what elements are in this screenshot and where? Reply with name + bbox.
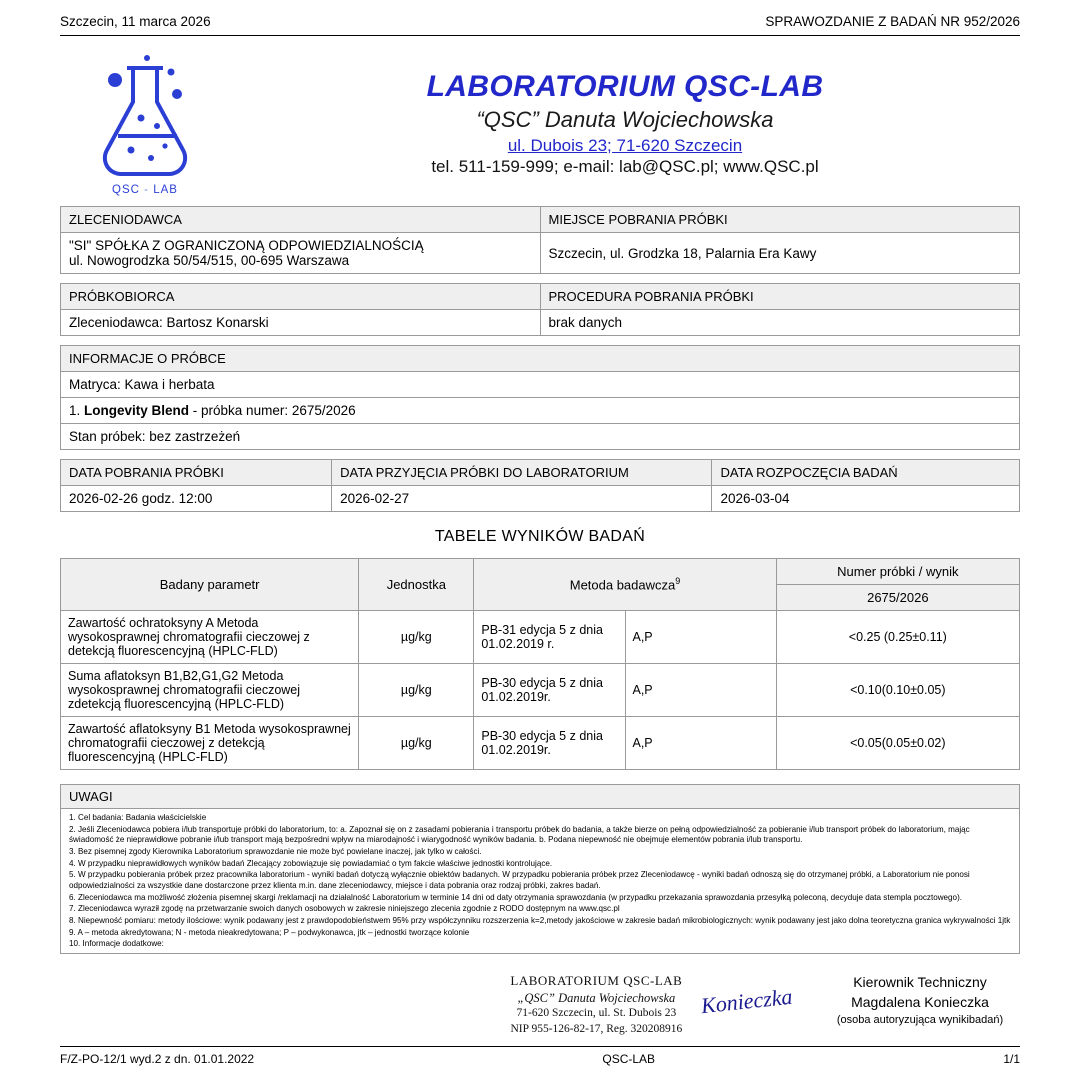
approver-role: Kierownik Techniczny [853,974,987,991]
row-parameter: Suma aflatoksyn B1,B2,G1,G2 Metoda wysokosprawnej chromatografii cieczowej zdetekcją fluorescencyjną (HPLC-FLD) [61,664,359,717]
sample-item [61,398,1020,424]
page-footer [60,1046,1020,1066]
approver-note: (osoba autoryzująca wynikibadań) [836,1013,1004,1026]
page-header [60,14,1020,36]
handwritten-signature: Konieczka [700,983,794,1019]
client-value [61,233,541,274]
client-header: ZLECENIODAWCA [61,207,541,233]
note-line: 9. A – metoda akredytowana; N - metoda nieakredytowana; P – podwykonawca, jtk – jednostki tworzące kolonie [69,927,470,937]
header-date: Szczecin, 11 marca 2026 [60,14,211,29]
dates-table [60,459,1020,512]
sampler-table [60,283,1020,336]
sample-item-number: - próbka numer: 2675/2026 [189,403,356,418]
sample-place-value: Szczecin, ul. Grodzka 18, Palarnia Era Kawy [540,233,1020,274]
letterhead [60,36,1020,206]
row-parameter: Zawartość ochratoksyny A Metoda wysokosprawnej chromatografii cieczowej z detekcją fluorescencyjną (HPLC-FLD) [61,611,359,664]
sampler-value: Zleceniodawca: Bartosz Konarski [61,310,541,336]
col-parameter: Badany parametr [61,559,359,611]
note-line: 3. Bez pisemnej zgody Kierownika Laboratorium sprawozdanie nie może być powielane inaczej, jak tylko w całości. [69,847,482,857]
sample-info-table [60,345,1020,450]
date-reception-value: 2026-02-27 [332,486,712,512]
footer-page-number: 1/1 [1003,1052,1020,1066]
lab-address: ul. Dubois 23; 71-620 Szczecin [507,135,743,155]
logo-caption-main: QSC [112,184,140,196]
sampler-header: PRÓBKOBIORCA [61,284,541,310]
row-flag: A,P [625,717,776,770]
spacer [60,274,1020,283]
qsc-lab-logo [60,50,230,196]
note-line: 2. Jeśli Zleceniodawca pobiera i/lub transportuje próbki do laboratorium, to: a. Zapoznał się on z zasadami pobierania i transportu próbek do badania, a także bierze on pełną odpowiedzialność za pobieranie i/lub transport próbek do laboratorium, mając świadomość że nieprawidłowe pobranie i/lub transport mają bezpośredni wpływ na miarodajność i wiarygodność wyników badania. b. Podana niepewność nie obejmuje elementów pobrania i/lub transportu. [69,824,970,845]
row-unit: µg/kg [359,664,474,717]
sample-info-header: INFORMACJE O PRÓBCE [61,346,1020,372]
note-line: 6. Zleceniodawca ma możliwość złożenia pisemnej skargi /reklamacji na działalność Laboratorium w terminie 14 dni od daty otrzymania sprawozdania (w przypadku przekazania sprawozdania przesyłką poleconą, decyduje data stempla pocztowego). [69,892,963,902]
footer-form-code: F/Z-PO-12/1 wyd.2 z dn. 01.01.2022 [60,1052,255,1066]
stamp-line-3: 71-620 Szczecin, ul. St. Dubois 23 [516,1007,677,1020]
row-flag: A,P [625,611,776,664]
note-line: 7. Zleceniodawca wyraził zgodę na przetwarzanie swoich danych osobowych w zakresie niniejszego zlecenia zgodnie z RODO dostępnym na www.qsc.pl [69,904,620,914]
col-sample-group: Numer próbki / wynik [776,559,1019,585]
signature-area [60,972,1020,1037]
flask-icon [85,50,205,180]
notes-header: UWAGI [61,785,1019,809]
col-method [474,559,776,611]
note-line: 8. Niepewność pomiaru: metody ilościowe: wynik podawany jest z prawdopodobieństwem 95% przy współczynniku rozszerzenia k=2,metody jakościowe w zakresie badań mikrobiologicznych: wynik podawany jest jako dolna teoretyczna granica wykrywalności 1jtk [69,916,1011,926]
approver-block [820,972,1020,1029]
results-table [60,558,1020,770]
row-value: <0.25 (0.25±0.11) [776,611,1019,664]
note-line: 4. W przypadku nieprawidłowych wyników badań Zlecający zobowiązuje się powiadamiać o tym fakcie właściwe jednostki kontrolujące. [69,858,553,868]
date-sampling-value: 2026-02-26 godz. 12:00 [61,486,332,512]
logo-caption [60,184,230,196]
sample-place-header: MIEJSCE POBRANIA PRÓBKI [540,207,1020,233]
lab-owner: “QSC” Danuta Wojciechowska [476,107,774,133]
sample-matrix: Matryca: Kawa i herbata [61,372,1020,398]
date-reception-header: DATA PRZYJĘCIA PRÓBKI DO LABORATORIUM [332,460,712,486]
row-method: PB-30 edycja 5 z dnia 01.02.2019r. [474,664,625,717]
row-method: PB-31 edycja 5 z dnia 01.02.2019 r. [474,611,625,664]
spacer [60,336,1020,345]
table-row [61,611,1020,664]
procedure-value: brak danych [540,310,1020,336]
note-line: 1. Cel badania: Badania właścicielskie [69,813,207,822]
col-unit: Jednostka [359,559,474,611]
row-unit: µg/kg [359,611,474,664]
row-parameter: Zawartość aflatoksyny B1 Metoda wysokosprawnej chromatografii cieczowej z detekcją fluorescencyjną (HPLC-FLD) [61,717,359,770]
stamp-line-4: NIP 955-126-82-17, Reg. 320208916 [510,1023,683,1035]
notes-body [61,809,1019,953]
row-flag: A,P [625,664,776,717]
lab-identity [230,68,1020,178]
note-line: 5. W przypadku pobierania próbek przez pracownika laboratorium - wyniki badań dotyczą wyłącznie obiektów badanych. W przypadku pobierania próbek przez Zleceniodawcę - wyniki badań odnoszą się do otrzymanej próbki, a Laboratorium nie ponosi odpowiedzialności za wszystkie dane dostarczone przez klienta m.in. dane zleceniodawcy, miejsce i data pobrania oraz rodzaj próbki, zakres badań. [69,870,970,891]
date-sampling-header: DATA POBRANIA PRÓBKI [61,460,332,486]
note-line: 10. Informacje dodatkowe: [69,939,164,949]
table-row [61,717,1020,770]
results-body [61,611,1020,770]
logo-caption-dash: - [139,184,154,196]
lab-stamp [510,972,682,1037]
approver-name: Magdalena Konieczka [851,994,989,1011]
client-name: "SI" SPÓŁKA Z OGRANICZONĄ ODPOWIEDZIALNOŚCIĄ [69,238,424,253]
results-title: TABELE WYNIKÓW BADAŃ [434,528,646,545]
client-address: ul. Nowogrodzka 50/54/515, 00-695 Warszawa [69,253,350,268]
sample-item-name: Longevity Blend [84,403,190,418]
row-value: <0.10(0.10±0.05) [776,664,1019,717]
row-method: PB-30 edycja 5 z dnia 01.02.2019r. [474,717,625,770]
date-start-value: 2026-03-04 [712,486,1020,512]
col-method-label: Metoda badawcza [569,577,676,593]
col-sample-number: 2675/2026 [776,585,1019,611]
sample-condition: Stan próbek: bez zastrzeżeń [61,424,1020,450]
footer-lab: QSC-LAB [602,1052,656,1066]
lab-name: LABORATORIUM QSC-LAB [426,69,824,103]
table-row [61,664,1020,717]
row-unit: µg/kg [359,717,474,770]
lab-contact: tel. 511-159-999; e-mail: lab@QSC.pl; www.QSC.pl [431,157,819,177]
stamp-line-2: „QSC” Danuta Wojciechowska [517,990,676,1005]
client-table [60,206,1020,274]
spacer [60,450,1020,459]
sample-item-index: 1. [69,403,85,418]
stamp-line-1: LABORATORIUM QSC-LAB [510,973,683,989]
logo-caption-sub: LAB [153,184,178,196]
procedure-header: PROCEDURA POBRANIA PRÓBKI [540,284,1020,310]
notes-box [60,784,1020,954]
col-method-footnote: 9 [675,576,681,587]
date-start-header: DATA ROZPOCZĘCIA BADAŃ [712,460,1020,486]
row-value: <0.05(0.05±0.02) [776,717,1019,770]
header-report-number: SPRAWOZDANIE Z BADAŃ NR 952/2026 [765,14,1020,29]
